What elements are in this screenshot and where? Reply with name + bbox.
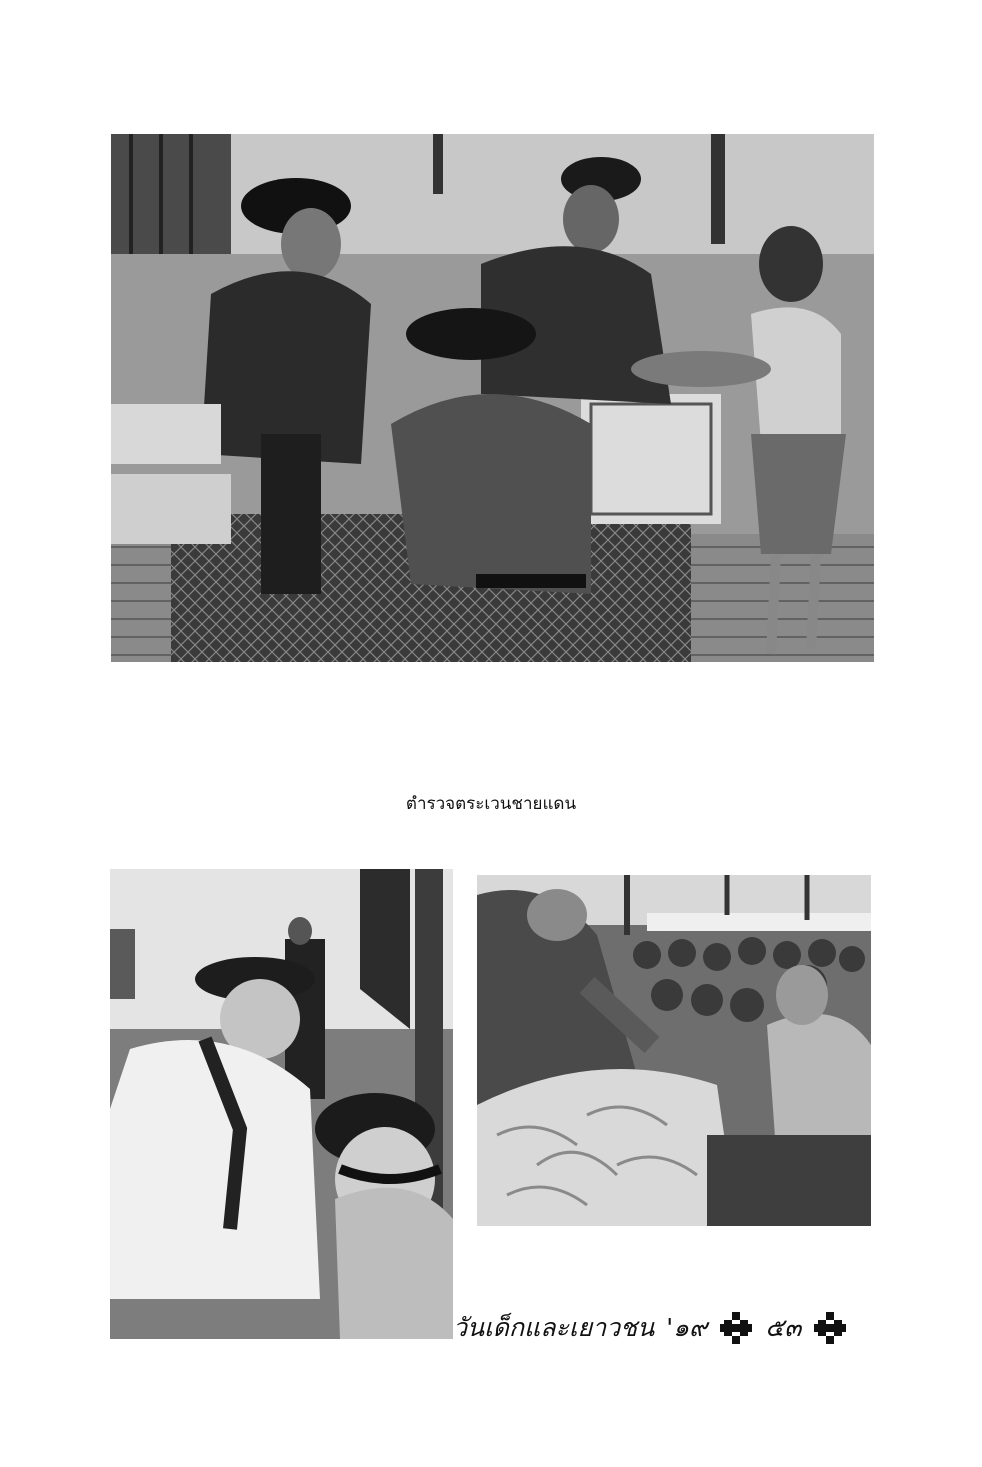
footer-title: วันเด็กและเยาวชน — [453, 1313, 655, 1342]
diamond-ornament-icon — [719, 1311, 753, 1345]
diamond-ornament-icon — [813, 1311, 847, 1345]
page-number: ๕๓ — [765, 1313, 802, 1342]
footer-year: '๑๙ — [666, 1313, 708, 1342]
photo-distribution-bananas — [477, 875, 871, 1226]
photo-ceremony-platform — [111, 134, 874, 662]
photo-caption: ตำรวจตระเวนชายแดน — [405, 794, 577, 814]
page-footer — [453, 1308, 847, 1348]
photo-scout-scarf — [110, 869, 453, 1339]
